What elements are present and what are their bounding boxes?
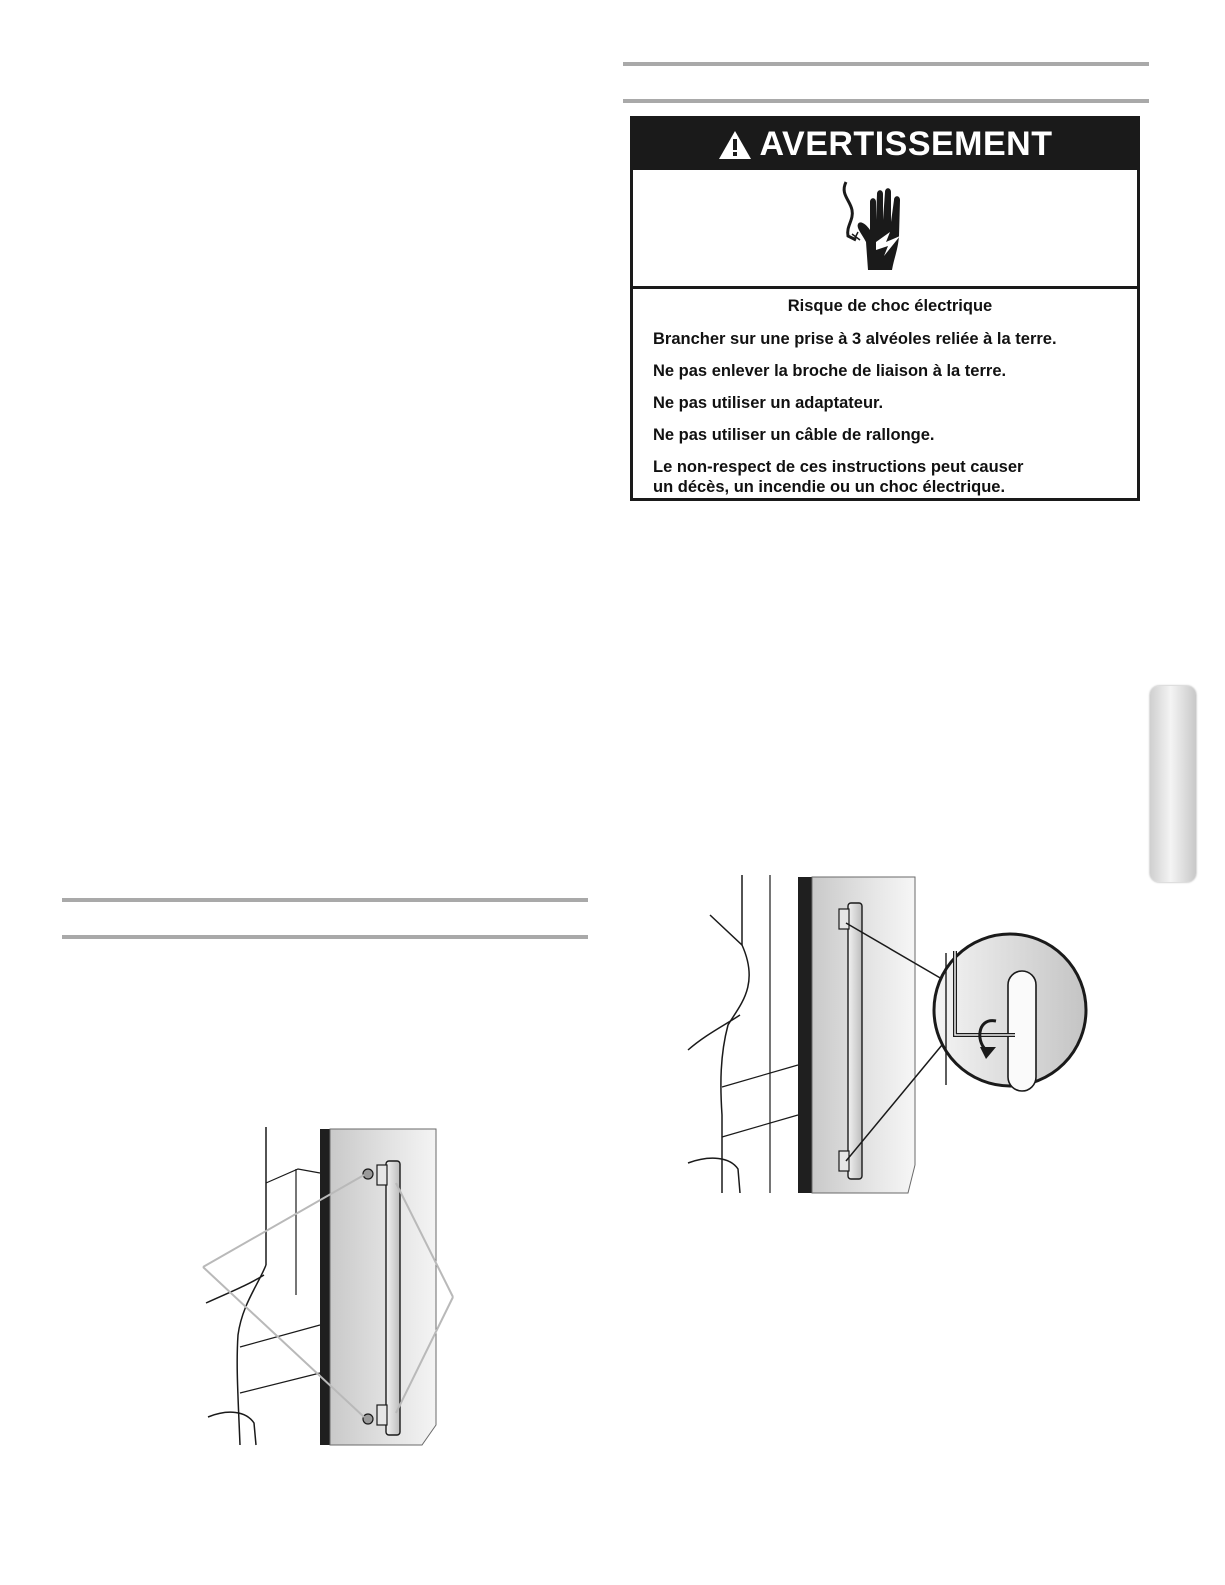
warning-consequence-line1: Le non-respect de ces instructions peut causer bbox=[653, 458, 1024, 476]
warning-header bbox=[633, 119, 1137, 170]
warning-line: Brancher sur une prise à 3 alvéoles reliée à la terre. bbox=[653, 330, 1057, 348]
left-section-rule-top bbox=[62, 898, 588, 902]
warning-line: Ne pas enlever la broche de liaison à la terre. bbox=[653, 362, 1007, 380]
right-section-rule-bottom bbox=[623, 99, 1149, 103]
left-section-rule-bottom bbox=[62, 935, 588, 939]
warning-line: Ne pas utiliser un câble de rallonge. bbox=[653, 426, 935, 444]
section-side-tab bbox=[1150, 686, 1196, 882]
warning-triangle-icon bbox=[717, 129, 753, 161]
right-section-rule-top bbox=[623, 62, 1149, 66]
handle-tightening-illustration bbox=[680, 875, 1090, 1195]
warning-subtitle: Risque de choc électrique bbox=[787, 297, 993, 315]
electric-shock-hand-icon bbox=[838, 180, 918, 272]
electrical-warning-box bbox=[630, 116, 1140, 501]
handle-screws-illustration bbox=[198, 1125, 460, 1447]
warning-title: AVERTISSEMENT bbox=[759, 125, 1053, 163]
warning-body bbox=[653, 291, 1127, 497]
warning-consequence-line2: un décès, un incendie ou un choc électrique. bbox=[653, 478, 1006, 496]
warning-pictogram bbox=[633, 170, 1137, 289]
warning-consequence bbox=[653, 457, 1127, 497]
warning-line: Ne pas utiliser un adaptateur. bbox=[653, 394, 884, 412]
